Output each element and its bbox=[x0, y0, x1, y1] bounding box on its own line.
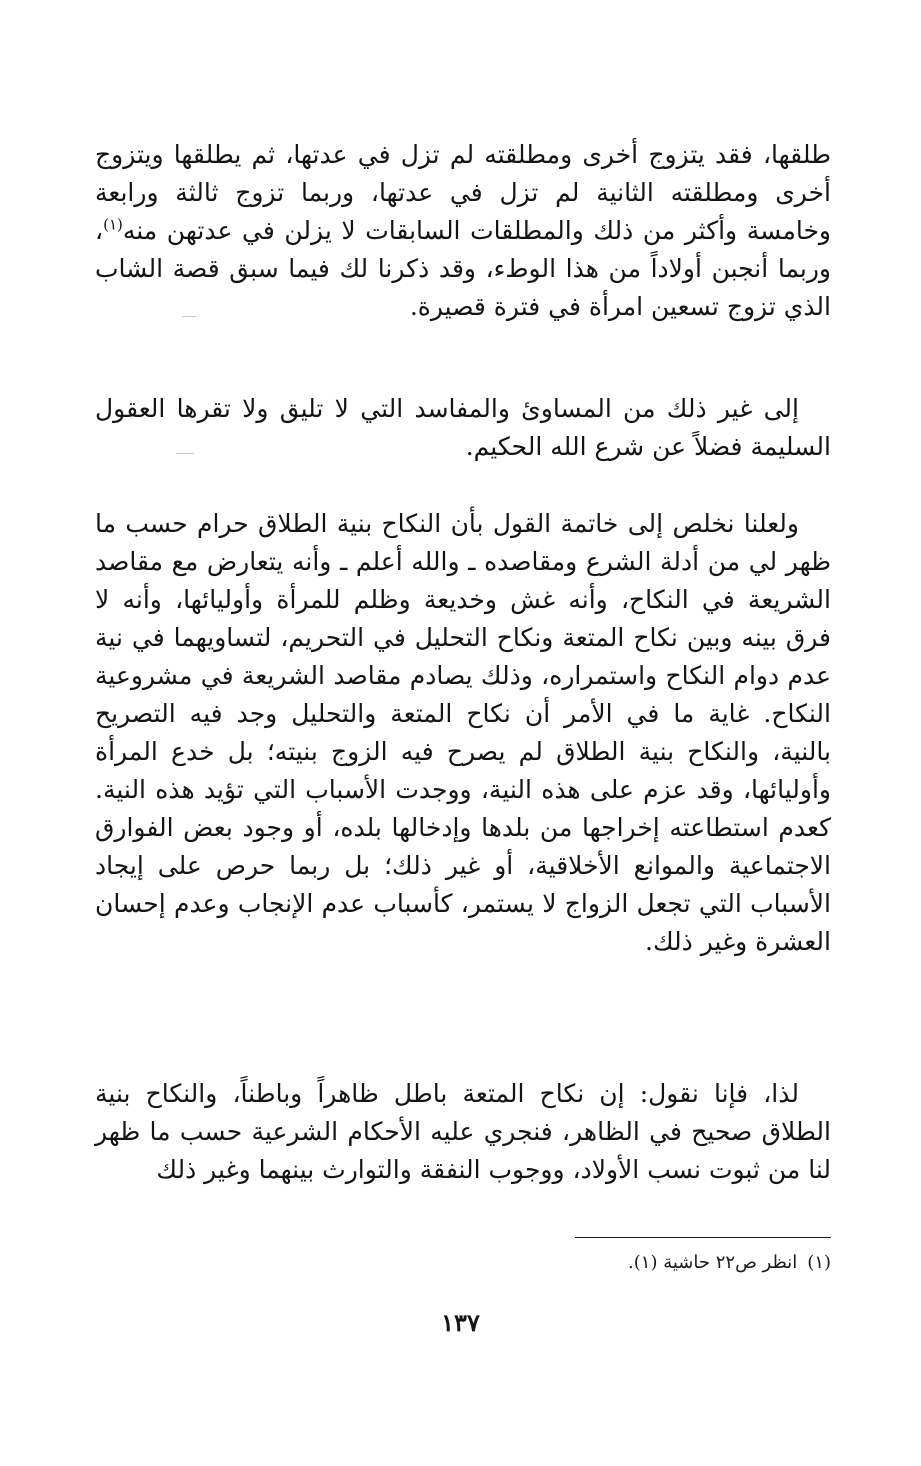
scan-speck bbox=[176, 453, 194, 454]
footnote-text: انظر ص٢٢ حاشية (١). bbox=[628, 1252, 798, 1273]
footnote-separator bbox=[575, 1237, 831, 1238]
scan-speck bbox=[182, 316, 196, 317]
paragraph-2: إلى غير ذلك من المساوئ والمفاسد التي لا تليق ولا تقرها العقول السليمة فضلاً عن شرع الله الحكيم. bbox=[95, 394, 831, 461]
body-paragraph bbox=[95, 390, 831, 466]
footnote bbox=[95, 1249, 831, 1277]
paragraph-4: لذا، فإنا نقول: إن نكاح المتعة باطل ظاهراً وباطناً، والنكاح بنية الطلاق صحيح في الظاهر، فنجري عليه الأحكام الشرعية حسب ما ظهر لنا من ثبوت نسب الأولاد، ووجوب النفقة والتوارث بينهما وغير ذلك bbox=[95, 1079, 831, 1184]
footnote-reference: (١) bbox=[103, 215, 123, 234]
footnote-number: (١) bbox=[807, 1252, 831, 1273]
body-paragraph bbox=[95, 505, 831, 961]
paragraph-1 bbox=[95, 136, 831, 326]
paragraph-1-text: طلقها، فقد يتزوج أخرى ومطلقته لم تزل في عدتها، ثم يطلقها ويتزوج أخرى ومطلقته الثانية لم تزل في عدتها، وربما تزوج ثالثة ورابعة وخامسة وأكثر من ذلك والمطلقات السابقات لا يزلن في عدتهن منه bbox=[95, 140, 831, 245]
paragraph-1-text-after: ، وربما أنجبن أولاداً من هذا الوطء، وقد ذكرنا لك فيما سبق قصة الشاب الذي تزوج تسعين امرأة في فترة قصيرة. bbox=[95, 216, 831, 321]
page-number: ١٣٧ bbox=[441, 1308, 480, 1337]
paragraph-3: ولعلنا نخلص إلى خاتمة القول بأن النكاح بنية الطلاق حرام حسب ما ظهر لي من أدلة الشرع ومقاصده ـ والله أعلم ـ وأنه يتعارض مع مقاصد الشريعة في النكاح، وأنه غش وخديعة وظلم للمرأة وأوليائها، وأنه لا فرق بينه وبين نكاح المتعة ونكاح التحليل في التحريم، لتساويهما في نية عدم دوام النكاح واستمراره، وذلك يصادم مقاصد الشريعة في مشروعية النكاح. غاية ما في الأمر أن نكاح المتعة والتحليل وجد فيه التصريح بالنية، والنكاح بنية الطلاق لم يصرح فيه الزوج بنيته؛ بل خدع المرأة وأوليائها، وقد عزم على هذه النية، ووجدت الأسباب التي تؤيد هذه النية. كعدم استطاعته إخراجها من بلدها وإدخالها بلده، أو وجود بعض الفوارق الاجتماعية والموانع الأخلاقية، أو غير ذلك؛ بل ربما حرص على إيجاد الأسباب التي تجعل الزواج لا يستمر، كأسباب عدم الإنجاب وعدم إحسان العشرة وغير ذلك. bbox=[95, 509, 831, 956]
body-paragraph-continued bbox=[95, 136, 831, 326]
body-paragraph bbox=[95, 1075, 831, 1189]
